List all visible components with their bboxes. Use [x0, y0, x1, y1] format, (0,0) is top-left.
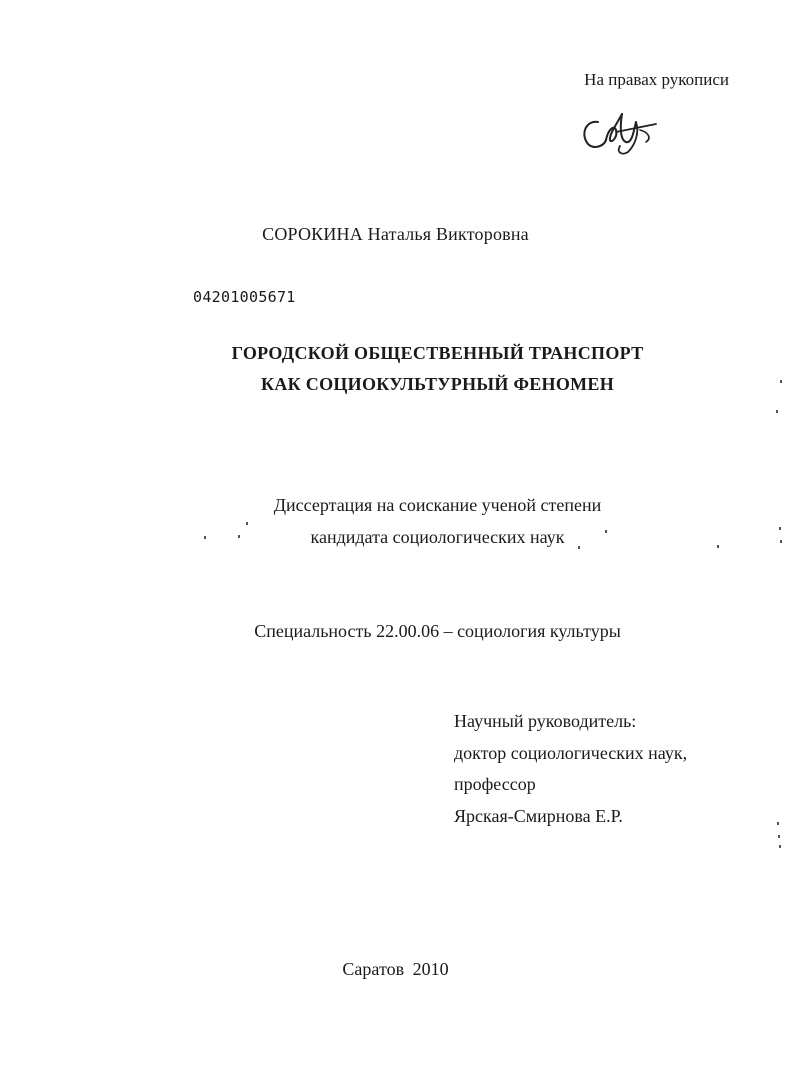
scan-speck [238, 535, 240, 538]
specialty-line: Специальность 22.00.06 – социология культуры [254, 621, 621, 641]
degree-purpose-line-1: Диссертация на соискание ученой степени [273, 495, 602, 515]
author-signature [576, 100, 666, 160]
dissertation-title-line-1: ГОРОДСКОЙ ОБЩЕСТВЕННЫЙ ТРАНСПОРТ [231, 343, 644, 363]
scan-speck [780, 540, 782, 543]
rights-note: На правах рукописи [584, 70, 729, 89]
scan-speck [778, 835, 780, 838]
dissertation-title-line-2: КАК СОЦИОКУЛЬТУРНЫЙ ФЕНОМЕН [260, 374, 615, 394]
degree-purpose-line-2: кандидата социологических наук [310, 527, 565, 547]
scan-speck [780, 380, 782, 383]
scan-speck [777, 822, 779, 825]
scan-speck [717, 545, 719, 548]
advisor-rank: профессор [454, 774, 536, 794]
scan-speck [779, 527, 781, 530]
scan-speck [204, 536, 206, 539]
author-name: СОРОКИНА Наталья Викторовна [262, 224, 529, 244]
registration-number: 04201005671 [193, 288, 296, 306]
scan-speck [578, 546, 580, 549]
advisor-role: Научный руководитель: [454, 711, 637, 731]
advisor-name: Ярская-Смирнова Е.Р. [454, 806, 623, 826]
advisor-degree: доктор социологических наук, [454, 743, 688, 763]
scan-speck [246, 522, 248, 525]
scan-speck [779, 845, 781, 848]
scan-speck [776, 410, 778, 413]
scan-speck [605, 530, 607, 533]
city-year: Саратов 2010 [342, 959, 449, 979]
